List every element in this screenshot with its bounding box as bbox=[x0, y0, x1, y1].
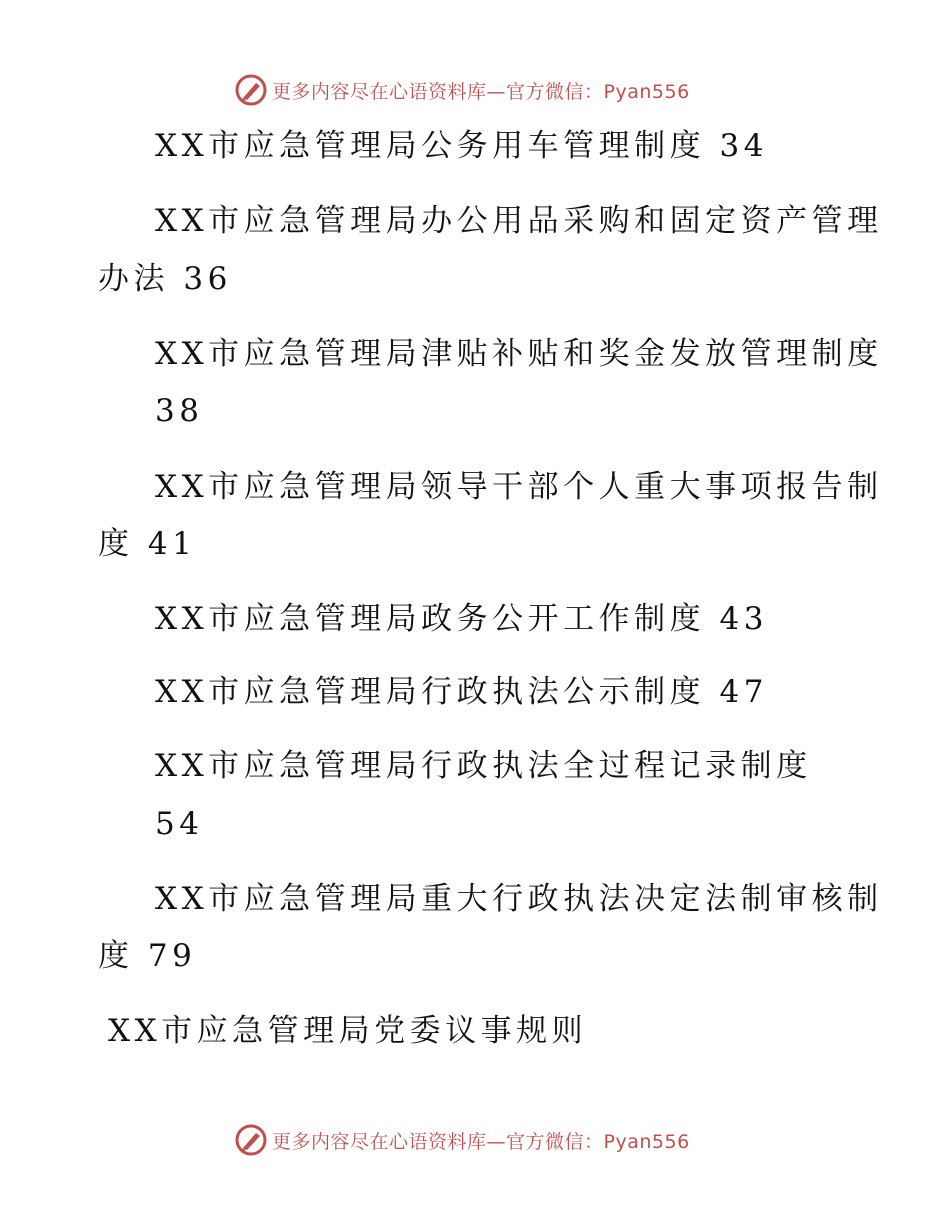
toc-entry-3-line-1: XX市应急管理局津贴补贴和奖金发放管理制度 bbox=[155, 336, 883, 372]
watermark-text: 更多内容尽在心语资料库—官方微信：Pyan556 bbox=[272, 80, 690, 103]
pen-logo-icon bbox=[234, 73, 268, 107]
toc-entry-7-line-1: XX市应急管理局行政执法全过程记录制度 bbox=[155, 748, 812, 784]
toc-entry-8-line-1: XX市应急管理局重大行政执法决定法制审核制 bbox=[155, 881, 883, 917]
pen-logo-icon bbox=[234, 1123, 268, 1157]
toc-entry-5: XX市应急管理局政务公开工作制度 43 bbox=[155, 601, 768, 637]
toc-entry-4-line-1: XX市应急管理局领导干部个人重大事项报告制 bbox=[155, 469, 883, 505]
toc-entry-4-line-2: 度 41 bbox=[98, 526, 197, 562]
toc-entry-6: XX市应急管理局行政执法公示制度 47 bbox=[155, 674, 768, 710]
watermark-top bbox=[234, 72, 690, 108]
toc-entry-7-line-2: 54 bbox=[155, 806, 204, 842]
toc-entry-2-line-2: 办法 36 bbox=[98, 261, 232, 297]
toc-entry-8-line-2: 度 79 bbox=[98, 938, 197, 974]
toc-entry-9: XX市应急管理局党委议事规则 bbox=[108, 1013, 588, 1049]
watermark-bottom bbox=[234, 1122, 690, 1158]
watermark-text: 更多内容尽在心语资料库—官方微信：Pyan556 bbox=[272, 1130, 690, 1153]
toc-entry-2-line-1: XX市应急管理局办公用品采购和固定资产管理 bbox=[155, 203, 883, 239]
toc-entry-3-line-2: 38 bbox=[155, 393, 204, 429]
toc-entry-1: XX市应急管理局公务用车管理制度 34 bbox=[155, 128, 768, 164]
